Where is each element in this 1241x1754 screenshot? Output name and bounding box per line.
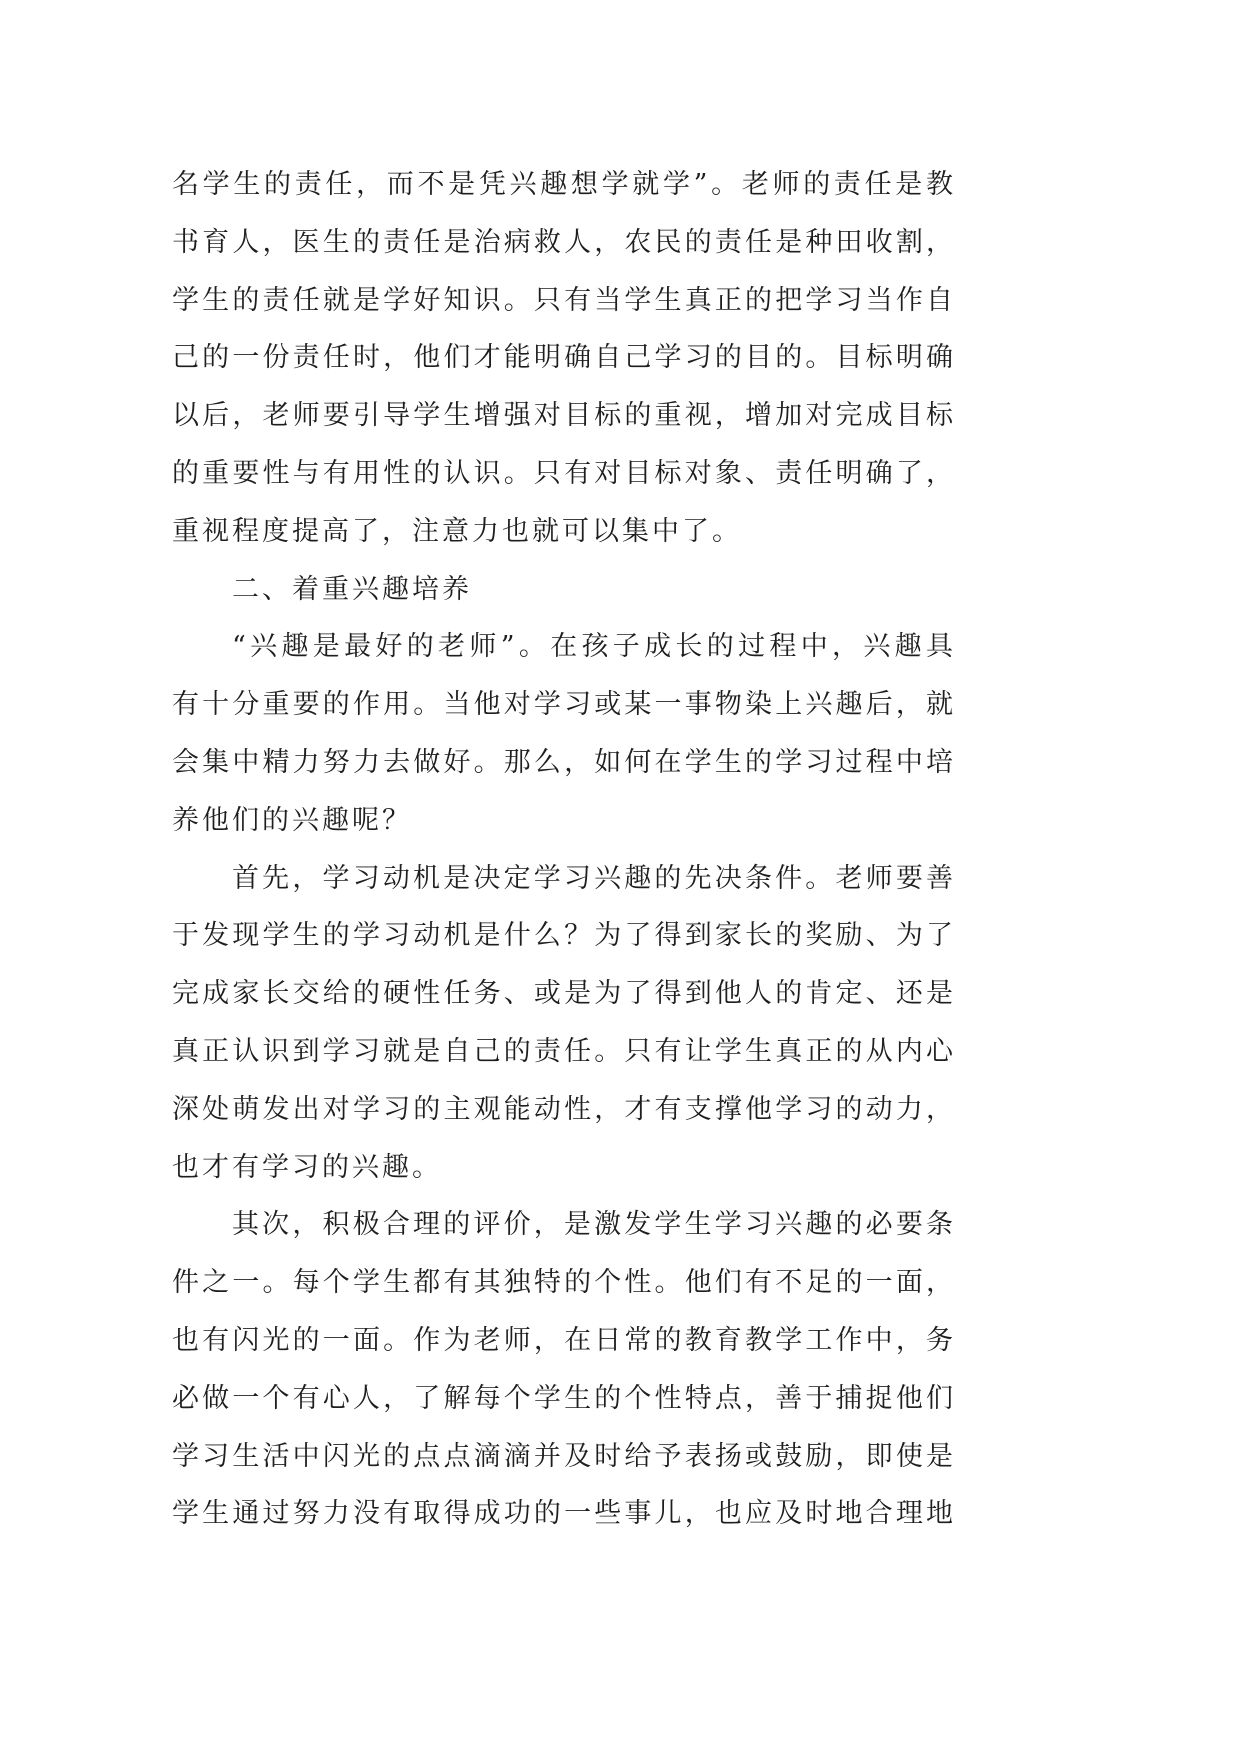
text-line: 学生的责任就是学好知识。只有当学生真正的把学习当作自 (172, 284, 956, 316)
text-line: 有十分重要的作用。当他对学习或某一事物染上兴趣后，就 (172, 689, 956, 721)
text-line: 的重要性与有用性的认识。只有对目标对象、责任明确了， (172, 457, 956, 489)
text-line: 书育人，医生的责任是治病救人，农民的责任是种田收割， (172, 226, 956, 258)
paragraph (172, 618, 956, 849)
section-heading-text: 二、着重兴趣培养 (232, 573, 472, 605)
text-line: 于发现学生的学习动机是什么？为了得到家长的奖励、为了 (172, 920, 956, 952)
text-line: 也才有学习的兴趣。 (172, 1151, 442, 1183)
text-line: 完成家长交给的硬性任务、或是为了得到他人的肯定、还是 (172, 978, 956, 1010)
text-line: 名学生的责任，而不是凭兴趣想学就学”。老师的责任是教 (172, 169, 956, 200)
text-line: 养他们的兴趣呢？ (172, 804, 412, 836)
text-line: 以后，老师要引导学生增强对目标的重视，增加对完成目标 (172, 400, 956, 432)
text-line: 学习生活中闪光的点点滴滴并及时给予表扬或鼓励，即使是 (172, 1440, 956, 1472)
text-line: “兴趣是最好的老师”。在孩子成长的过程中，兴趣具 (232, 631, 956, 663)
text-line: 其次，积极合理的评价，是激发学生学习兴趣的必要条 (232, 1209, 956, 1241)
paragraph (172, 156, 956, 561)
text-line: 会集中精力努力去做好。那么，如何在学生的学习过程中培 (172, 746, 956, 778)
paragraph (172, 1196, 956, 1543)
text-line: 己的一份责任时，他们才能明确自己学习的目的。目标明确 (172, 342, 956, 374)
text-line: 深处萌发出对学习的主观能动性，才有支撑他学习的动力， (172, 1093, 956, 1125)
text-line: 也有闪光的一面。作为老师，在日常的教育教学工作中，务 (172, 1324, 956, 1356)
document-body (172, 156, 956, 1543)
text-line: 必做一个有心人，了解每个学生的个性特点，善于捕捉他们 (172, 1382, 956, 1414)
text-line: 重视程度提高了，注意力也就可以集中了。 (172, 515, 742, 547)
text-line: 件之一。每个学生都有其独特的个性。他们有不足的一面， (172, 1267, 956, 1299)
text-line: 首先，学习动机是决定学习兴趣的先决条件。老师要善 (232, 862, 956, 894)
paragraph (172, 850, 956, 1197)
text-line: 学生通过努力没有取得成功的一些事儿，也应及时地合理地 (172, 1498, 956, 1530)
text-line: 真正认识到学习就是自己的责任。只有让学生真正的从内心 (172, 1035, 956, 1067)
section-heading (172, 561, 956, 619)
